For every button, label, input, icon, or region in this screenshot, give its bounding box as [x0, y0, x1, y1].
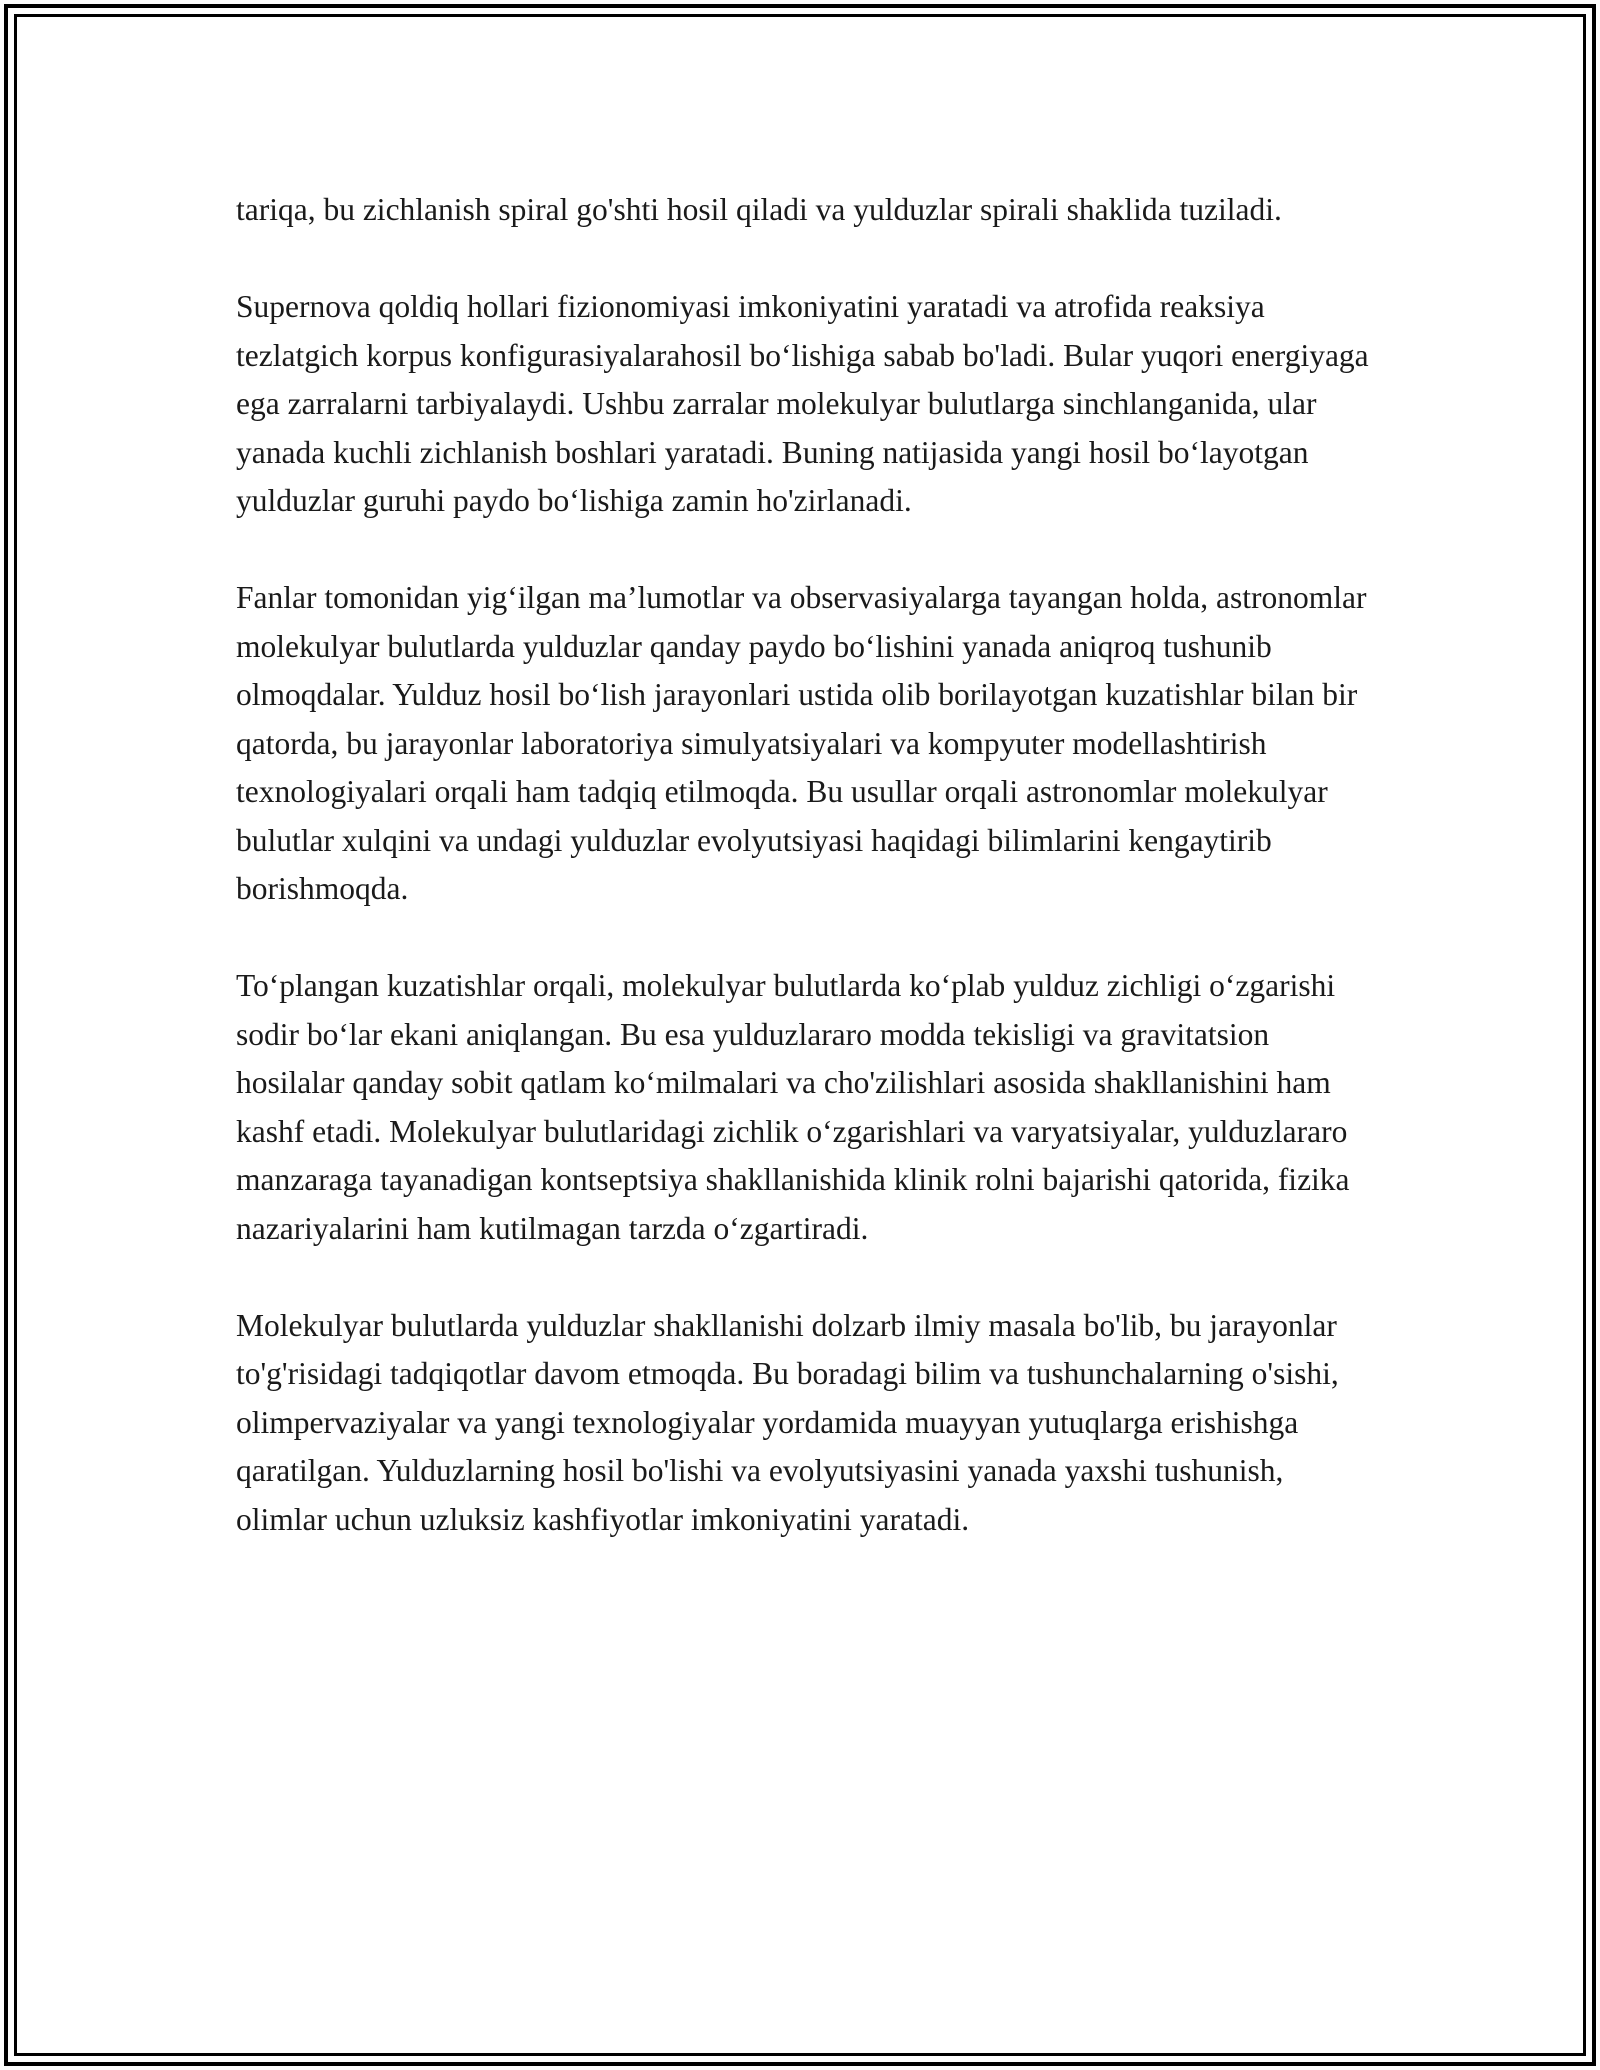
paragraph-5: Molekulyar bulutlarda yulduzlar shakllanishi dolzarb ilmiy masala bo'lib, bu jarayonlar to'g'risidagi tadqiqotlar davom etmoqda. Bu boradagi bilim va tushunchalarning o'sishi, olimpervaziyalar va yangi texnologiyalar yordamida muayyan yutuqlarga erishishga qaratilgan. Yulduzlarning hosil bo'lishi va evolyutsiyasini yanada yaxshi tushunish, olimlar uchun uzluksiz kashfiyotlar imkoniyatini yaratadi.: [236, 1307, 1339, 1537]
paragraph-4: To‘plangan kuzatishlar orqali, molekulyar bulutlarda ko‘plab yulduz zichligi o‘zgarishi sodir bo‘lar ekani aniqlangan. Bu esa yulduzlararo modda tekisligi va gravitatsion hosilalar qanday sobit qatlam ko‘milmalari va cho'zilishlari asosida shakllanishini ham kashf etadi. Molekulyar bulutlaridagi zichlik o‘zgarishlari va varyatsiyalar, yulduzlararo manzaraga tayanadigan kontseptsiya shakllanishida klinik rolni bajarishi qatorida, fizika nazariyalarini ham kutilmagan tarzda o‘zgartiradi.: [236, 968, 1350, 1246]
document-body: [236, 186, 1376, 1593]
paragraph-2: Supernova qoldiq hollari fizionomiyasi imkoniyatini yaratadi va atrofida reaksiya tezlatgich korpus konfigurasiyalarahosil bo‘lishiga sabab bo'ladi. Bular yuqori energiyaga ega zarralarni tarbiyalaydi. Ushbu zarralar molekulyar bulutlarga sinchlanganida, ular yanada kuchli zichlanish boshlari yaratadi. Buning natijasida yangi hosil bo‘layotgan yulduzlar guruhi paydo bo‘lishiga zamin ho'zirlanadi.: [236, 289, 1369, 518]
paragraph-1: tariqa, bu zichlanish spiral go'shti hosil qiladi va yulduzlar spirali shaklida tuziladi.: [236, 192, 1282, 227]
paragraph-3: Fanlar tomonidan yig‘ilgan ma’lumotlar va observasiyalarga tayangan holda, astronomlar molekulyar bulutlarda yulduzlar qanday paydo bo‘lishini yanada aniqroq tushunib olmoqdalar. Yulduz hosil bo‘lish jarayonlari ustida olib borilayotgan kuzatishlar bilan bir qatorda, bu jarayonlar laboratoriya simulyatsiyalari va kompyuter modellashtirish texnologiyalari orqali ham tadqiq etilmoqda. Bu usullar orqali astronomlar molekulyar bulutlar xulqini va undagi yulduzlar evolyutsiyasi haqidagi bilimlarini kengaytirib borishmoqda.: [236, 580, 1367, 906]
